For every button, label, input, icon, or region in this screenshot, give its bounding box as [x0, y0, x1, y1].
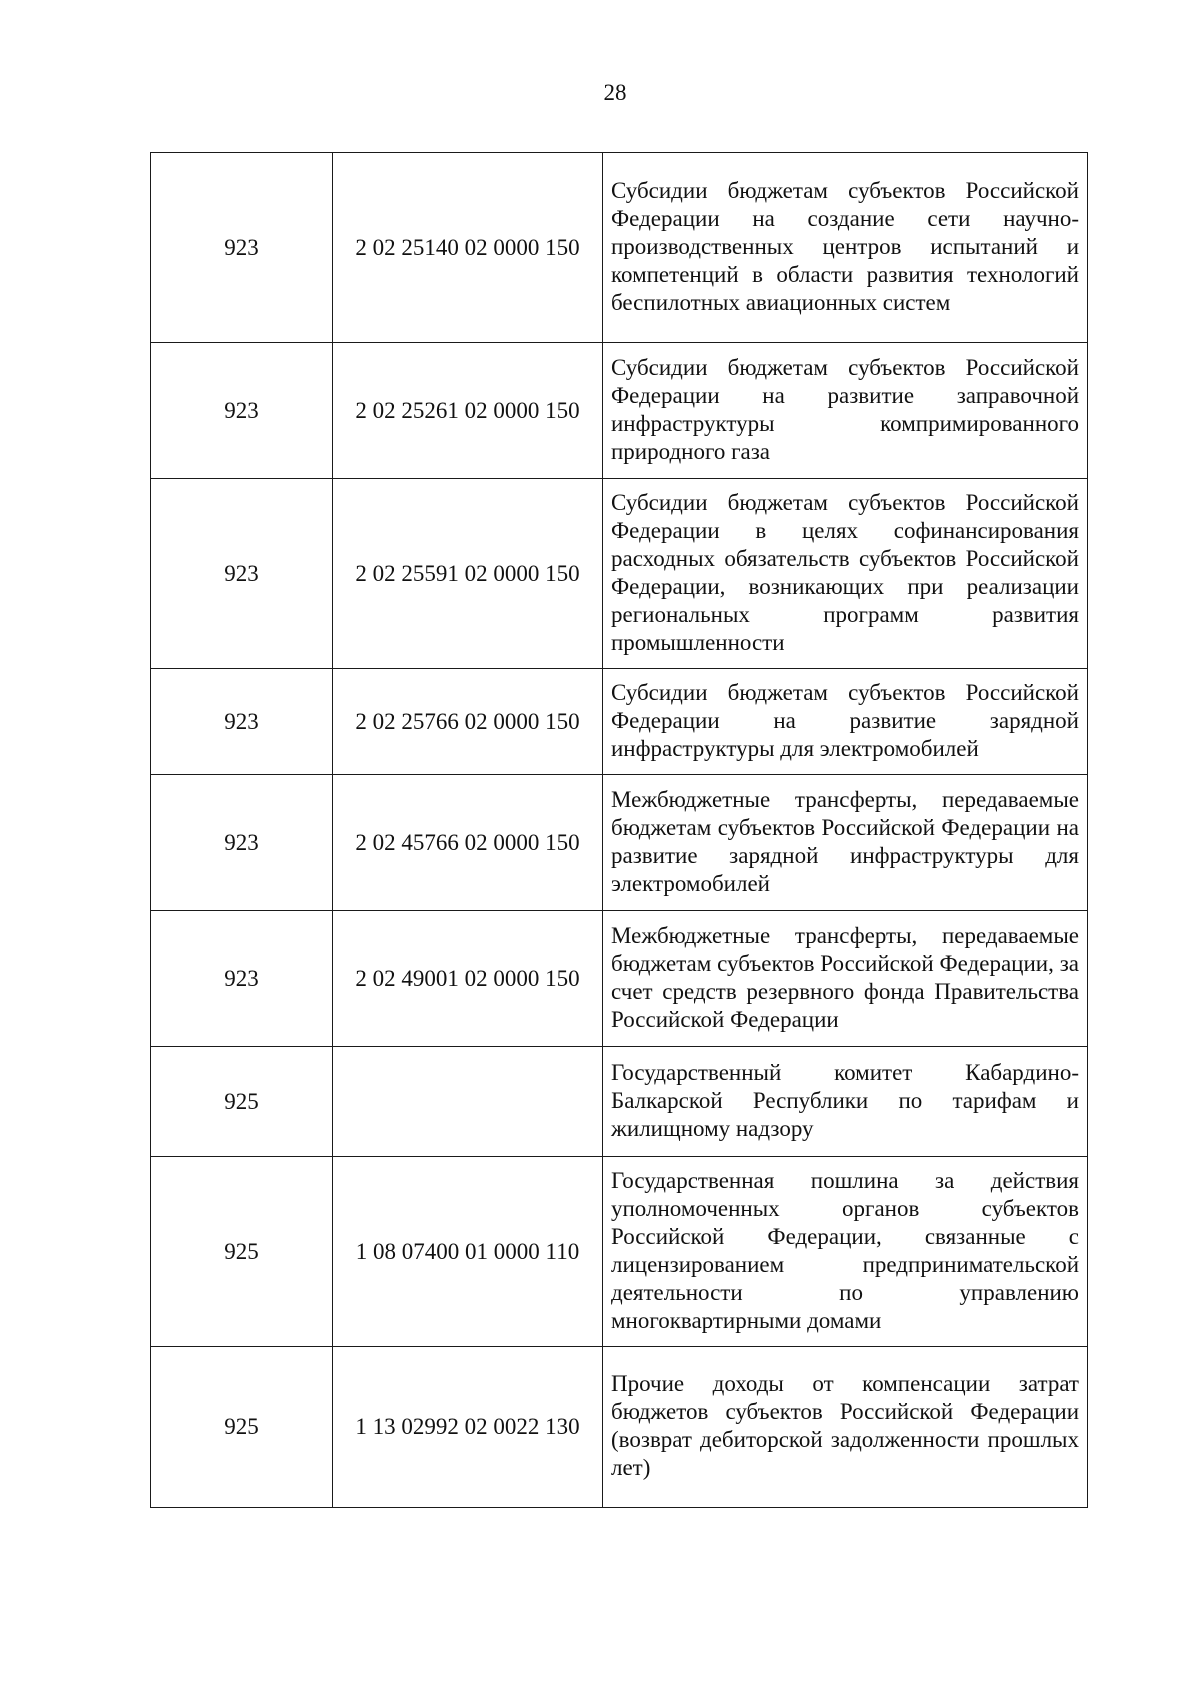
revenue-code-cell	[333, 1047, 603, 1157]
revenue-code-cell: 2 02 25766 02 0000 150	[333, 669, 603, 775]
table-row	[151, 1047, 1088, 1157]
admin-code-cell: 923	[151, 911, 333, 1047]
description-cell: Субсидии бюджетам субъектов Российской Федерации на развитие заправочной инфраструктуры компримированного природного газа	[603, 343, 1088, 479]
description-cell: Межбюджетные трансферты, передаваемые бюджетам субъектов Российской Федерации, за счет средств резервного фонда Правительства Российской Федерации	[603, 911, 1088, 1047]
table-row	[151, 153, 1088, 343]
revenue-code-cell: 2 02 49001 02 0000 150	[333, 911, 603, 1047]
revenue-code-cell: 1 13 02992 02 0022 130	[333, 1347, 603, 1508]
admin-code-cell: 923	[151, 669, 333, 775]
revenue-code-cell: 2 02 25140 02 0000 150	[333, 153, 603, 343]
description-cell: Государственный комитет Кабардино-Балкарской Республики по тарифам и жилищному надзору	[603, 1047, 1088, 1157]
revenue-code-cell: 1 08 07400 01 0000 110	[333, 1157, 603, 1347]
description-cell: Государственная пошлина за действия уполномоченных органов субъектов Российской Федерации, связанные с лицензированием предпринимательской деятельности по управлению многоквартирными домами	[603, 1157, 1088, 1347]
description-cell: Субсидии бюджетам субъектов Российской Федерации в целях софинансирования расходных обязательств субъектов Российской Федерации, возникающих при реализации региональных программ развития промышленности	[603, 479, 1088, 669]
page-number: 28	[603, 80, 627, 105]
admin-code-cell: 925	[151, 1157, 333, 1347]
description-cell: Субсидии бюджетам субъектов Российской Федерации на создание сети научно-производственных центров испытаний и компетенций в области развития технологий беспилотных авиационных систем	[603, 153, 1088, 343]
admin-code-cell: 923	[151, 775, 333, 911]
table-row	[151, 479, 1088, 669]
description-cell: Межбюджетные трансферты, передаваемые бюджетам субъектов Российской Федерации на развитие зарядной инфраструктуры для электромобилей	[603, 775, 1088, 911]
revenue-code-cell: 2 02 45766 02 0000 150	[333, 775, 603, 911]
admin-code-cell: 923	[151, 153, 333, 343]
table-row	[151, 669, 1088, 775]
description-cell: Прочие доходы от компенсации затрат бюджетов субъектов Российской Федерации (возврат дебиторской задолженности прошлых лет)	[603, 1347, 1088, 1508]
admin-code-cell: 923	[151, 479, 333, 669]
description-cell: Субсидии бюджетам субъектов Российской Федерации на развитие зарядной инфраструктуры для электромобилей	[603, 669, 1088, 775]
table-row	[151, 1347, 1088, 1508]
table-row	[151, 775, 1088, 911]
admin-code-cell: 925	[151, 1047, 333, 1157]
admin-code-cell: 925	[151, 1347, 333, 1508]
table-row	[151, 343, 1088, 479]
admin-code-cell: 923	[151, 343, 333, 479]
revenue-code-cell: 2 02 25261 02 0000 150	[333, 343, 603, 479]
revenue-code-cell: 2 02 25591 02 0000 150	[333, 479, 603, 669]
revenue-codes-table	[150, 152, 1088, 1508]
table-row	[151, 1157, 1088, 1347]
table-row	[151, 911, 1088, 1047]
